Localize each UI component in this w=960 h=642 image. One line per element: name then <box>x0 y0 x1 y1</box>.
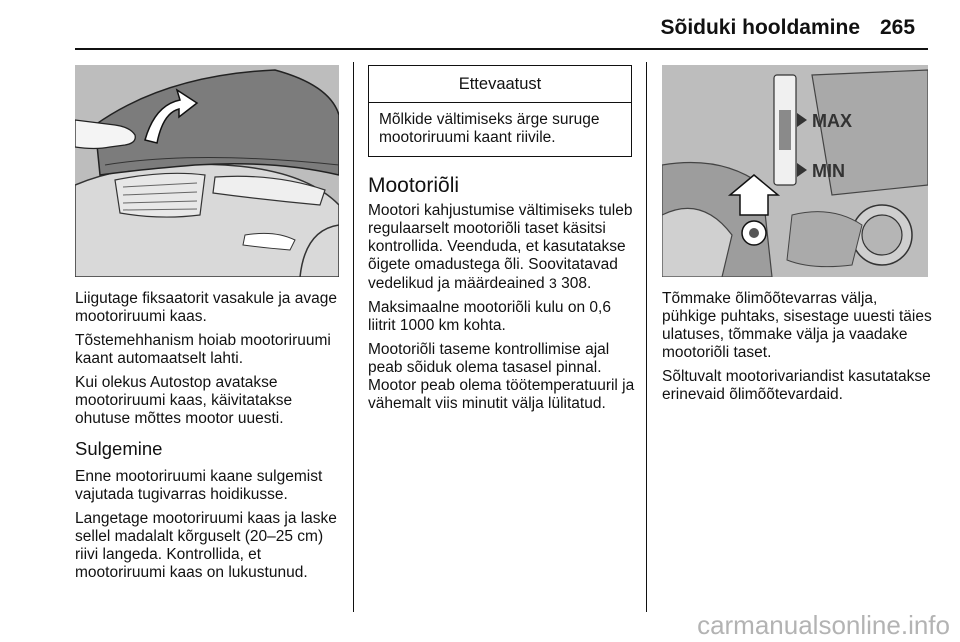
section-heading-engine-oil: Mootoriõli <box>368 174 460 197</box>
middle-text-column <box>368 164 638 419</box>
paragraph: Langetage mootoriruumi kaas ja laske sellel madalalt kõrguselt (20–25 cm) riivi langeda. Kontrollida, et mootoriruumi kaas on lukustunud. <box>75 510 337 581</box>
paragraph: Mootori kahjustumise vältimiseks tuleb regulaarselt mootoriõli taset käsitsi kontrollida. Veenduda, et kasutatakse õigete omadustega õli. Soovitatavad vedelikud ja määrdeained 3 308. <box>368 202 633 292</box>
paragraph: Enne mootoriruumi kaane sulgemist vajutada tugivarras hoidikusse. <box>75 468 323 503</box>
paragraph: Mootoriõli taseme kontrollimise ajal peab sõiduk olema tasasel pinnal. Mootor peab olema töötemperatuuril ja vähemalt viis minutit välja lülitatud. <box>368 341 635 412</box>
min-label: MIN <box>812 161 845 181</box>
paragraph: Maksimaalne mootoriõli kulu on 0,6 liitrit 1000 km kohta. <box>368 299 611 334</box>
watermark: carmanualsonline.info <box>697 610 950 640</box>
caution-text: Mõlkide vältimiseks ärge suruge mootoriruumi kaant riivile. <box>379 111 600 146</box>
paragraph: Tõstemehhanism hoiab mootoriruumi kaant automaatselt lahti. <box>75 332 331 367</box>
paragraph: Kui olekus Autostop avatakse mootoriruumi kaas, käivitatakse ohutuse mõttes mootor uuesti. <box>75 374 293 427</box>
page-reference[interactable]: 308. <box>561 275 592 292</box>
caution-box <box>368 65 632 157</box>
column-divider-left <box>353 62 354 612</box>
caution-title: Ettevaatust <box>369 66 631 103</box>
paragraph: Liigutage fiksaatorit vasakule ja avage mootoriruumi kaas. <box>75 290 337 325</box>
header-rule <box>75 48 928 50</box>
page-reference-icon: 3 <box>548 275 557 291</box>
dipstick-illustration <box>662 65 928 277</box>
paragraph: Sõltuvalt mootorivariandist kasutatakse erinevaid õlimõõtevardaid. <box>662 368 931 403</box>
column-divider-right <box>646 62 647 612</box>
left-text-column <box>75 290 345 588</box>
page-number: 265 <box>880 16 916 39</box>
max-label: MAX <box>812 111 852 131</box>
bonnet-release-illustration <box>75 65 339 277</box>
running-head-title: Sõiduki hooldamine <box>660 16 860 39</box>
right-text-column <box>662 290 932 410</box>
section-heading-closing: Sulgemine <box>75 438 163 459</box>
paragraph: Tõmmake õlimõõtevarras välja, pühkige puhtaks, sisestage uuesti täies ulatuses, tõmmake välja ja vaadake mootoriõli taset. <box>662 290 932 361</box>
